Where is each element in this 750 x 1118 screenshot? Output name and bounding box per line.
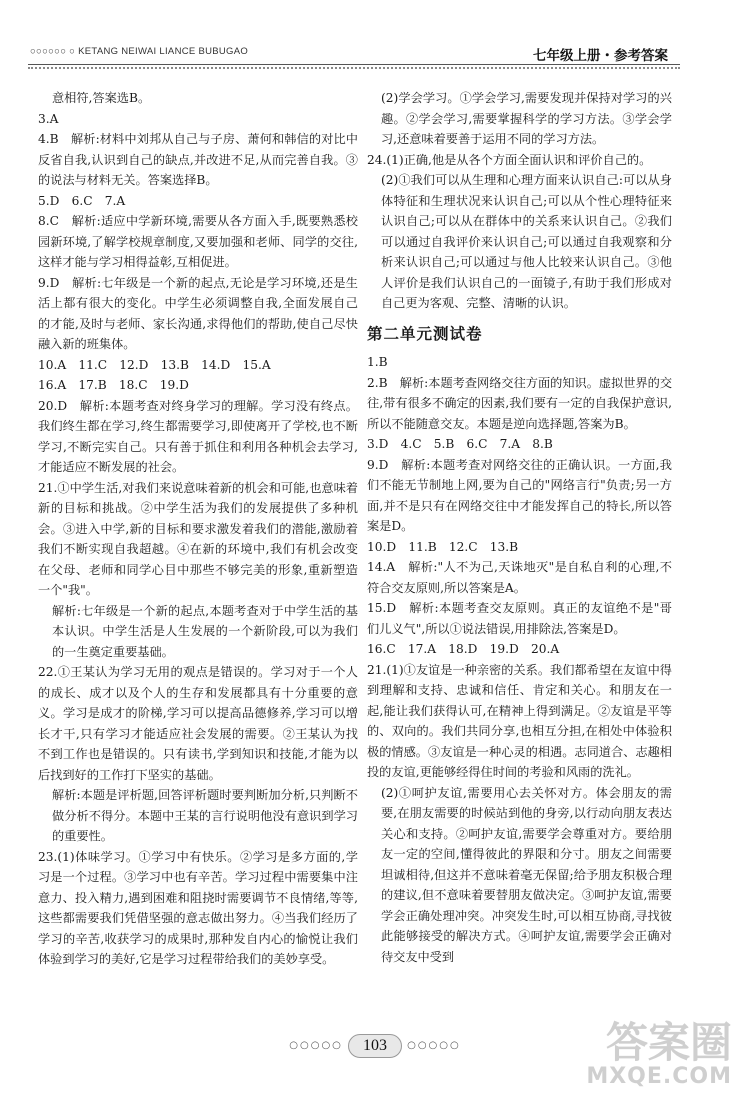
answer-paragraph: (2)①我们可以从生理和心理方面来认识自己:可以从身体特征和生理状况来认识自己;可以从个性心理特征来认识自己;可以从在群体中的关系来认识自己。②我们可以通过自我评价来认识自己;可以通过自我观察和分析来认识自己;可以通过与他人比较来认识自己。③他人评价是我们认识自己的一面镜子,有助于我们形成对自己更为客观、完整、清晰的认识。	[381, 173, 672, 310]
answer-paragraph: 8.C 解析:适应中学新环境,需要从各方面入手,既要熟悉校园新环境,了解学校规章制度,又要加强和老师、同学的交往,这样才能与学习相得益彰,互相促进。	[38, 214, 358, 269]
answer-paragraph: 22.①王某认为学习无用的观点是错误的。学习对于一个人的成长、成才以及个人的生存和发展都具有十分重要的意义。学习是成才的阶梯,学习可以提高品德修养,学习可以增长才干,只有学习才能适应社会发展的需要。②王某认为找不到工作也是错误的。只有读书,学到知识和技能,才能为以后找到好的工作打下坚实的基础。	[38, 665, 358, 782]
watermark-logo	[586, 1018, 732, 1090]
answer-paragraph: 14.A 解析:"人不为己,天诛地灭"是自私自利的心理,不符合交友原则,所以答案是A。	[367, 560, 672, 595]
footer-dots-left: ○○○○○	[289, 1040, 343, 1051]
header-rule	[28, 64, 680, 65]
answer-paragraph: 10.D 11.B 12.C 13.B	[367, 539, 519, 554]
section-title: 第二单元测试卷	[367, 324, 483, 343]
answer-paragraph: (2)学会学习。①学会学习,需要发现并保持对学习的兴趣。②学会学习,需要掌握科学的学习方法。③学会学习,还意味着要善于运用不同的学习方法。	[381, 91, 672, 146]
analysis-paragraph: 解析:本题是评析题,回答评析题时要判断加分析,只判断不做分析不得分。本题中王某的言行说明他没有意识到学习的重要性。	[52, 788, 358, 843]
answer-paragraph: 24.(1)正确,他是从各个方面全面认识和评价自己的。	[367, 152, 652, 167]
answer-paragraph: 16.A 17.B 18.C 19.D	[38, 378, 189, 392]
watermark-text: 答案圈	[605, 1018, 732, 1067]
answer-paragraph: (2)①呵护友谊,需要用心去关怀对方。体会朋友的需要,在朋友需要的时候站到他的身旁,以行动向朋友表达关心和支持。②呵护友谊,需要学会尊重对方。要给朋友一定的空间,懂得彼此的界限和分寸。朋友之间需要坦诚相待,但这并不意味着毫无保留;给予朋友积极合理的建议,但不意味着要替朋友做决定。③呵护友谊,需要学会正确处理冲突。冲突发生时,可以相互协商,寻找彼此能够接受的解决方式。④呵护友谊,需要学会正确对待交友中受到	[381, 785, 672, 964]
answer-paragraph: 5.D 6.C 7.A	[38, 193, 126, 208]
answer-paragraph: 2.B 解析:本题考查网络交往方面的知识。虚拟世界的交往,带有很多不确定的因素,我们要有一定的自我保护意识,所以不能随意交友。本题是逆向选择题,答案为B。	[367, 375, 673, 431]
answer-paragraph: 20.D 解析:本题考查对终身学习的理解。学习没有终点。我们终生都在学习,终生都需要学习,即使离开了学校,也不断学习,不断完实自己。只有善于抓住和利用各种机会去学习,才能适应不断发展的社会。	[38, 398, 358, 474]
answer-paragraph: 9.D 解析:本题考查对网络交往的正确认识。一方面,我们不能无节制地上网,要为自己的"网络言行"负责;另一方面,并不是只有在网络交往中才能发挥自己的特长,所以答案是D。	[367, 457, 672, 533]
answer-paragraph: 4.B 解析:材料中刘邦从自己与子房、萧何和韩信的对比中反省自我,认识到自己的缺点,并改进不足,从而完善自我。③的说法与材料无关。答案选择B。	[38, 132, 358, 187]
answer-paragraph: 3.A	[38, 111, 59, 126]
answer-paragraph: 9.D 解析:七年级是一个新的起点,无论是学习环境,还是生活上都有很大的变化。中学生必须调整自我,全面发展自己的才能,及时与老师、家长沟通,求得他们的帮助,使自己尽快融入新的班集体。	[38, 275, 358, 351]
answer-paragraph: 1.B	[367, 355, 388, 369]
page-number: 103	[348, 1034, 402, 1058]
left-column	[38, 88, 358, 970]
answer-paragraph: 意相符,答案选B。	[52, 91, 151, 105]
right-column	[367, 88, 672, 967]
footer-dots-right: ○○○○○	[407, 1040, 461, 1051]
answer-paragraph: 23.(1)体味学习。①学习中有快乐。②学习是多方面的,学习是一个过程。③学习中也有辛苦。学习过程中需要集中注意力、投入精力,遇到困难和阻挠时需要调节不良情绪,等等,这些都需要我们凭借坚强的意志做出努力。④当我们经历了学习的辛苦,收获学习的成果时,那种发自内心的愉悦让我们体验到学习的美好,它是学习过程带给我们的美妙享受。	[38, 849, 358, 966]
analysis-paragraph: 解析:七年级是一个新的起点,本题考查对于中学生活的基本认识。中学生活是人生发展的一个新阶段,可以为我们的一生奠定重要基础。	[52, 603, 358, 659]
answer-paragraph: 3.D 4.C 5.B 6.C 7.A 8.B	[367, 437, 553, 451]
answer-paragraph: 21.①中学生活,对我们来说意味着新的机会和可能,也意味着新的目标和挑战。②中学生活为我们的发展提供了多种机会。③进入中学,新的目标和要求激发着我们的潜能,激励着我们不断实现自我超越。④在新的环境中,我们有机会改变在父母、老师和同学心目中那些不够完美的形象,重新塑造一个"我"。	[38, 480, 358, 597]
answer-paragraph: 15.D 解析:本题考查交友原则。真正的友谊绝不是"哥们儿义气",所以①说法错误,用排除法,答案是D。	[367, 601, 672, 636]
book-title: 七年级上册・参考答案	[533, 48, 668, 64]
header-dotted-rule	[28, 67, 680, 69]
answer-paragraph: 21.(1)①友谊是一种亲密的关系。我们都希望在友谊中得到理解和支持、忠诚和信任、肯定和关心。和朋友在一起,能让我们获得认可,在精神上得到满足。②友谊是平等的、双向的。我们共同分享,也相互分担,在相处中体验积极的情感。③友谊是一种心灵的相遇。志同道合、志趣相投的友谊,更能够经得住时间的考验和风雨的洗礼。	[367, 662, 672, 779]
series-title: ○○○○○○ ○ KETANG NEIWAI LIANCE BUBUGAO	[30, 46, 249, 57]
answer-paragraph: 10.A 11.C 12.D 13.B 14.D 15.A	[38, 357, 271, 372]
answer-paragraph: 16.C 17.A 18.D 19.D 20.A	[367, 642, 560, 656]
watermark-url: MXQE.COM	[586, 1064, 732, 1089]
